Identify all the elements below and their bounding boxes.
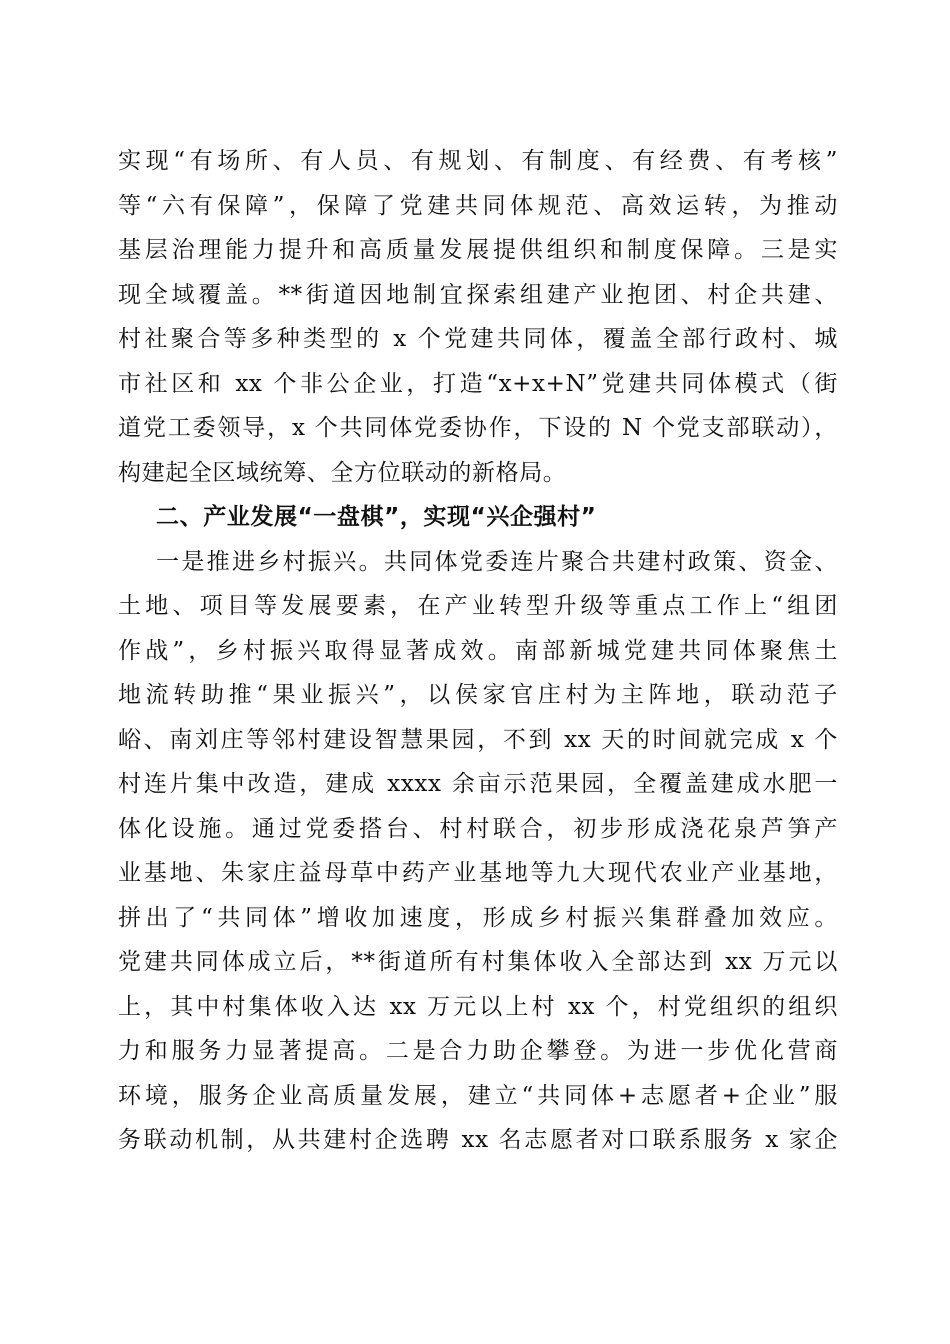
text-line: 市社区和 xx 个非公企业，打造“x+x+N”党建共同体模式（街 (118, 370, 838, 397)
text-line: 现全域覆盖。**街道因地制宜探索组建产业抱团、村企共建、 (118, 281, 838, 308)
text-line: 村连片集中改造，建成 xxxx 余亩示范果园，全覆盖建成水肥一 (118, 771, 838, 797)
paragraph-2 (118, 540, 838, 1163)
paragraph-1 (118, 139, 838, 495)
text-line-first: 一是推进乡村振兴。共同体党委连片聚合共建村政策、资金、 (156, 548, 838, 575)
text-line: 力和服务力显著提高。二是合力助企攀登。为进一步优化营商 (118, 1038, 838, 1064)
text-line: 上，其中村集体收入达 xx 万元以上村 xx 个，村党组织的组织 (118, 993, 838, 1020)
text-line: 环境，服务企业高质量发展，建立“共同体+志愿者+企业”服 (118, 1082, 838, 1109)
text-line: 实现“有场所、有人员、有规划、有制度、有经费、有考核” (118, 148, 838, 174)
text-line: 拼出了“共同体”增收加速度，形成乡村振兴集群叠加效应。 (118, 904, 838, 931)
text-line: 业基地、朱家庄益母草中药产业基地等九大现代农业产业基地， (118, 860, 838, 886)
text-line-last: 构建起全区域统筹、全方位联动的新格局。 (118, 459, 567, 486)
document-body (118, 139, 838, 1163)
text-line: 峪、南刘庄等邻村建设智慧果园，不到 xx 天的时间就完成 x 个 (118, 726, 838, 753)
text-line: 党建共同体成立后，**街道所有村集体收入全部达到 xx 万元以 (118, 949, 838, 975)
text-line: 务联动机制，从共建村企选聘 xx 名志愿者对口联系服务 x 家企 (118, 1127, 838, 1153)
text-line: 体化设施。通过党委搭台、村村联合，初步形成浇花泉芦笋产 (118, 815, 838, 842)
text-line: 基层治理能力提升和高质量发展提供组织和制度保障。三是实 (118, 237, 838, 263)
text-line: 地流转助推“果业振兴”，以侯家官庄村为主阵地，联动范子 (118, 682, 838, 708)
text-line: 土地、项目等发展要素，在产业转型升级等重点工作上“组团 (118, 593, 838, 619)
section-heading: 二、产业发展“一盘棋”，实现“兴企强村” (156, 504, 597, 530)
text-line: 道党工委领导，x 个共同体党委协作，下设的 N 个党支部联动）， (118, 415, 838, 441)
text-line: 村社聚合等多种类型的 x 个党建共同体，覆盖全部行政村、城 (118, 326, 838, 352)
text-line: 作战”，乡村振兴取得显著成效。南部新城党建共同体聚焦土 (118, 637, 838, 664)
text-line: 等“六有保障”，保障了党建共同体规范、高效运转，为推动 (118, 192, 838, 219)
